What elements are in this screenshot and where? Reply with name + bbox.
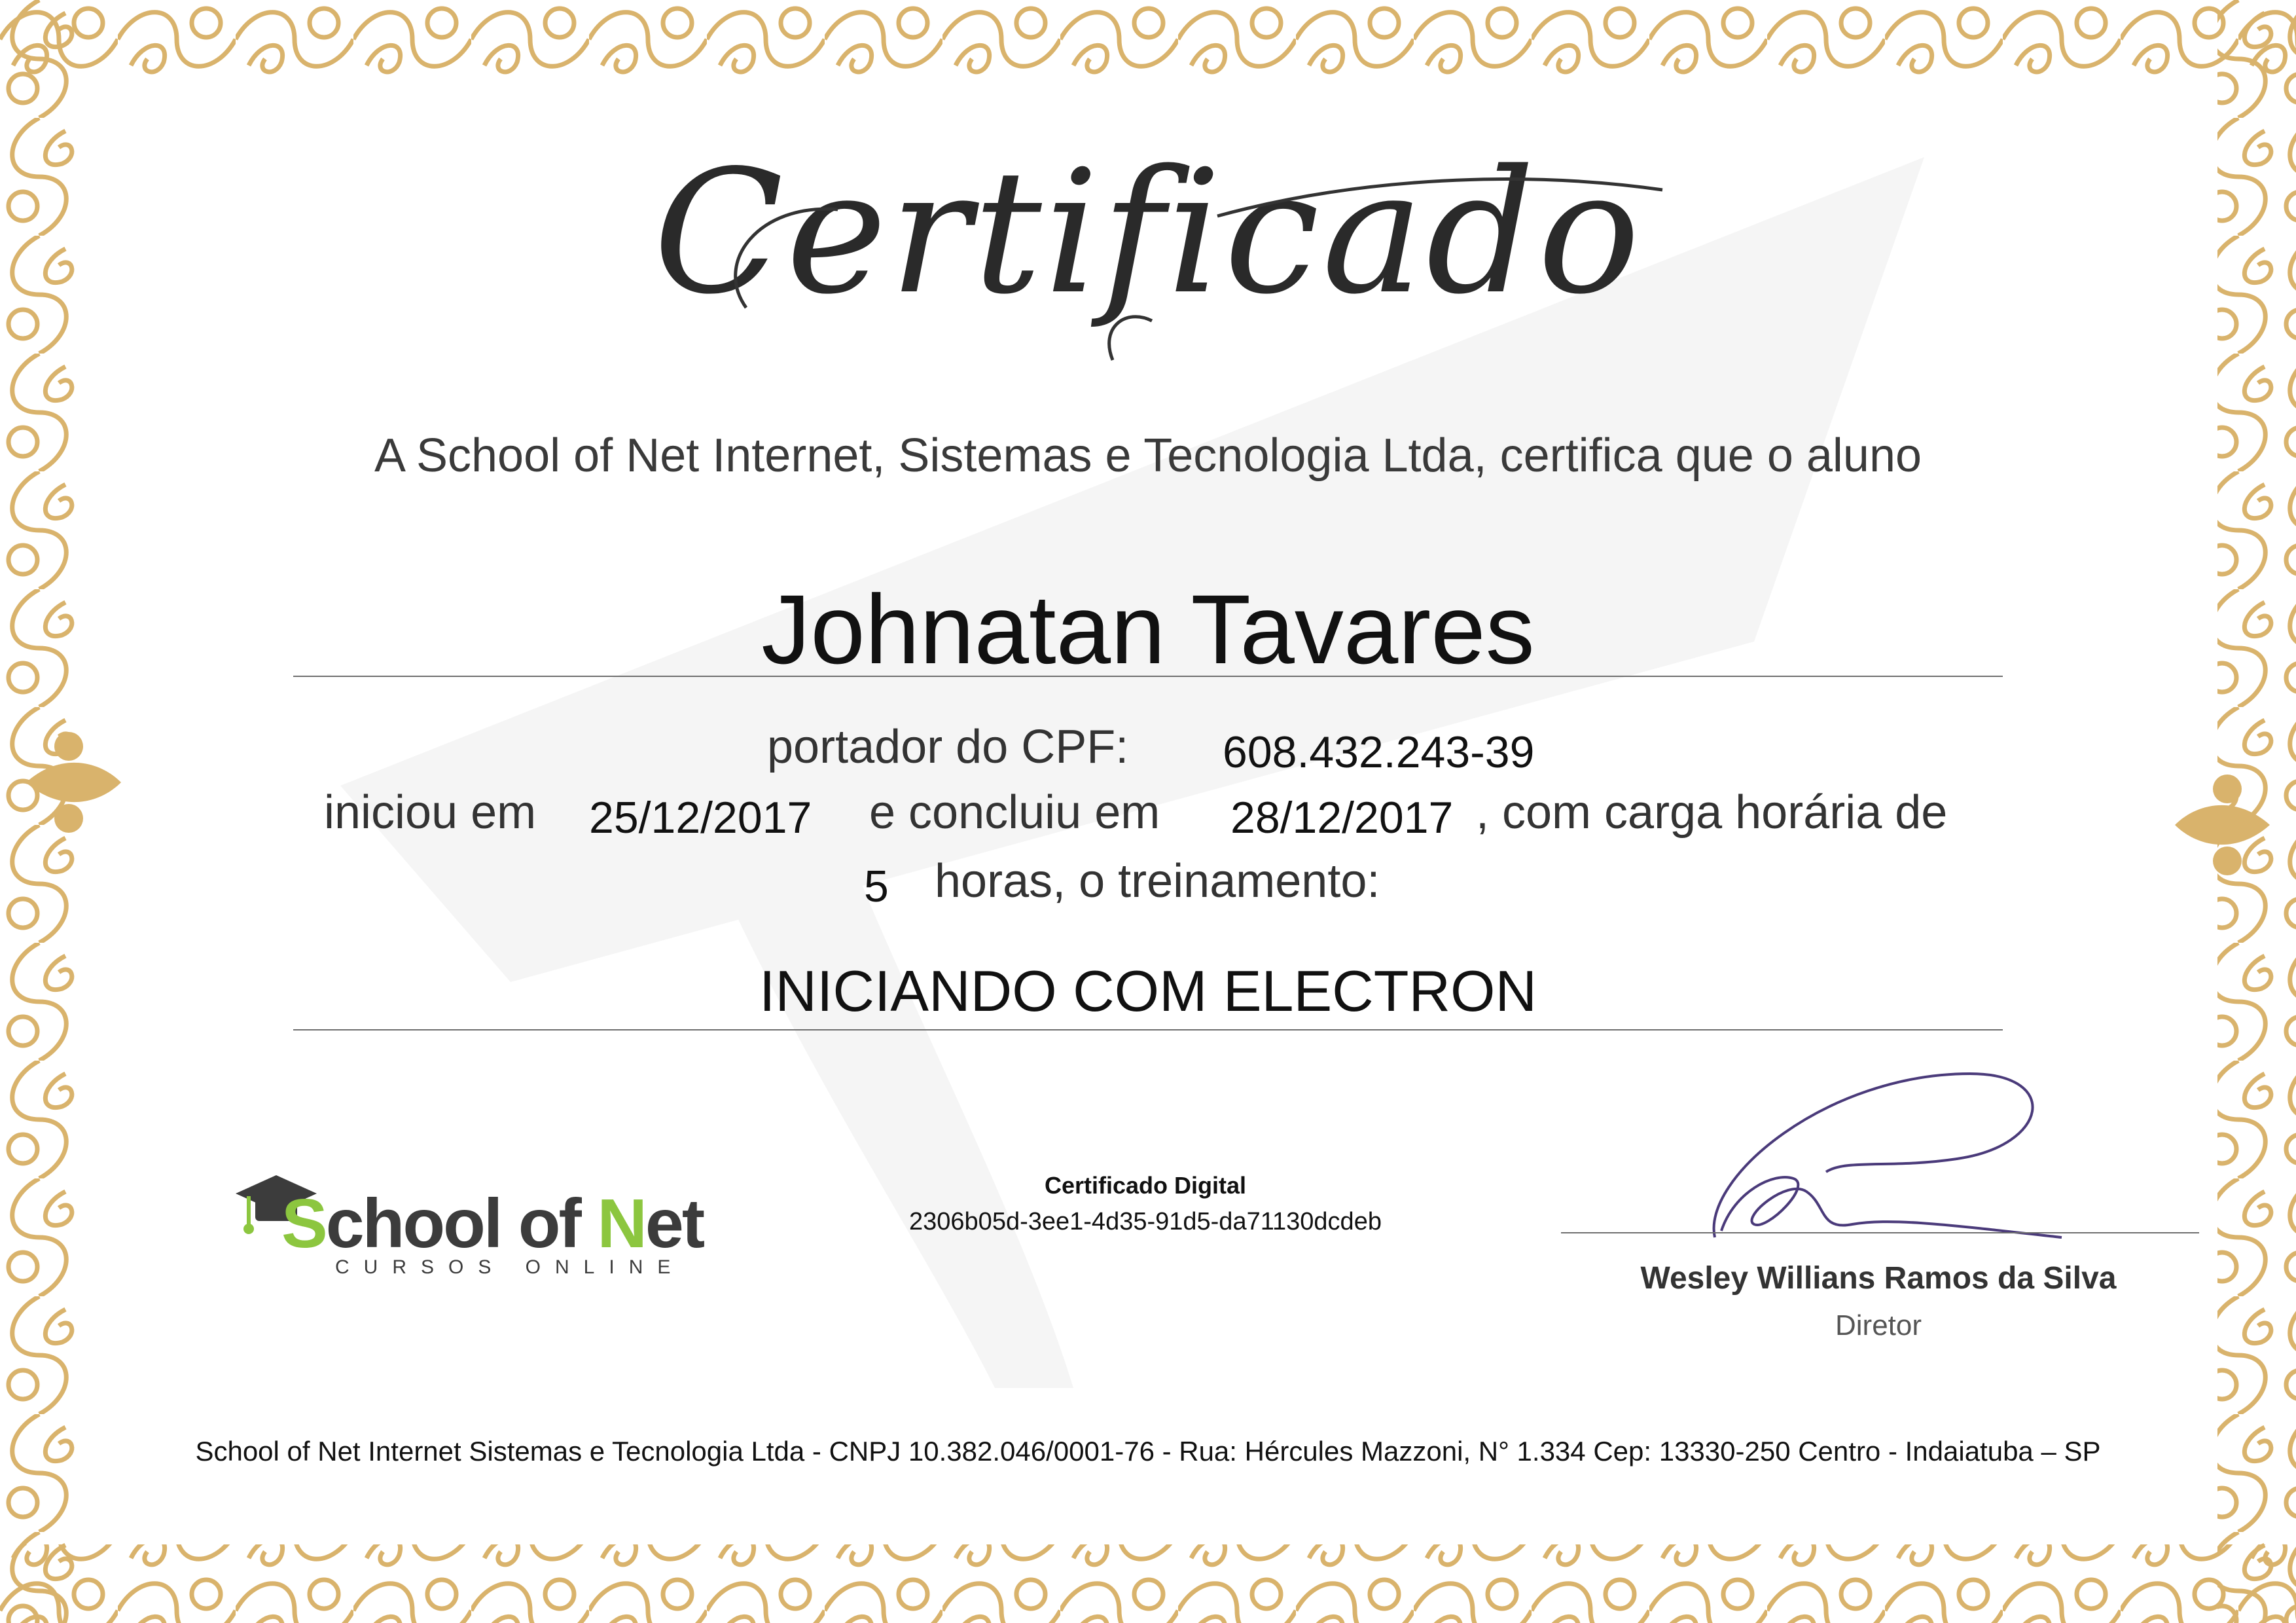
- director-signature: [1695, 1061, 2075, 1250]
- hours-value: 5: [864, 862, 889, 911]
- signature-line: [1561, 1232, 2199, 1233]
- digital-certificate-code: 2306b05d-3ee1-4d35-91d5-da71130dcdeb: [909, 1208, 1382, 1235]
- footer-address: School of Net Internet Sistemas e Tecnologia Ltda - CNPJ 10.382.046/0001-76 - Rua: Hércules Mazzoni, N° 1.334 Cep: 13330-250 Centro - Indaiatuba – SP: [195, 1436, 2101, 1467]
- divider-name: [293, 676, 2003, 677]
- intro-text: A School of Net Internet, Sistemas e Tecnologia Ltda, certifica que o aluno: [374, 429, 1922, 482]
- digital-certificate-title: Certificado Digital: [1044, 1172, 1247, 1199]
- certificate-title: Certificado: [653, 134, 1643, 332]
- school-of-net-logo: [236, 1156, 733, 1286]
- logo-name: School of Net: [281, 1185, 704, 1262]
- cpf-label: portador do CPF:: [767, 721, 1129, 773]
- logo-svg: [236, 1156, 733, 1286]
- director-role: Diretor: [1835, 1309, 1922, 1341]
- logo-subtitle: CURSOS ONLINE: [335, 1256, 685, 1278]
- course-name: INICIANDO COM ELECTRON: [759, 958, 1537, 1023]
- workload-label: , com carga horária de: [1476, 786, 1948, 839]
- director-name: Wesley Willians Ramos da Silva: [1640, 1261, 2117, 1296]
- divider-course: [293, 1029, 2003, 1030]
- student-name: Johnatan Tavares: [761, 574, 1535, 684]
- concluded-label: e concluiu em: [869, 786, 1160, 839]
- title-flourish: [707, 164, 1689, 380]
- end-date: 28/12/2017: [1230, 793, 1454, 843]
- start-date: 25/12/2017: [589, 793, 812, 843]
- started-label: iniciou em: [324, 786, 537, 839]
- cpf-value: 608.432.243-39: [1223, 727, 1535, 777]
- hours-suffix: horas, o treinamento:: [935, 855, 1380, 907]
